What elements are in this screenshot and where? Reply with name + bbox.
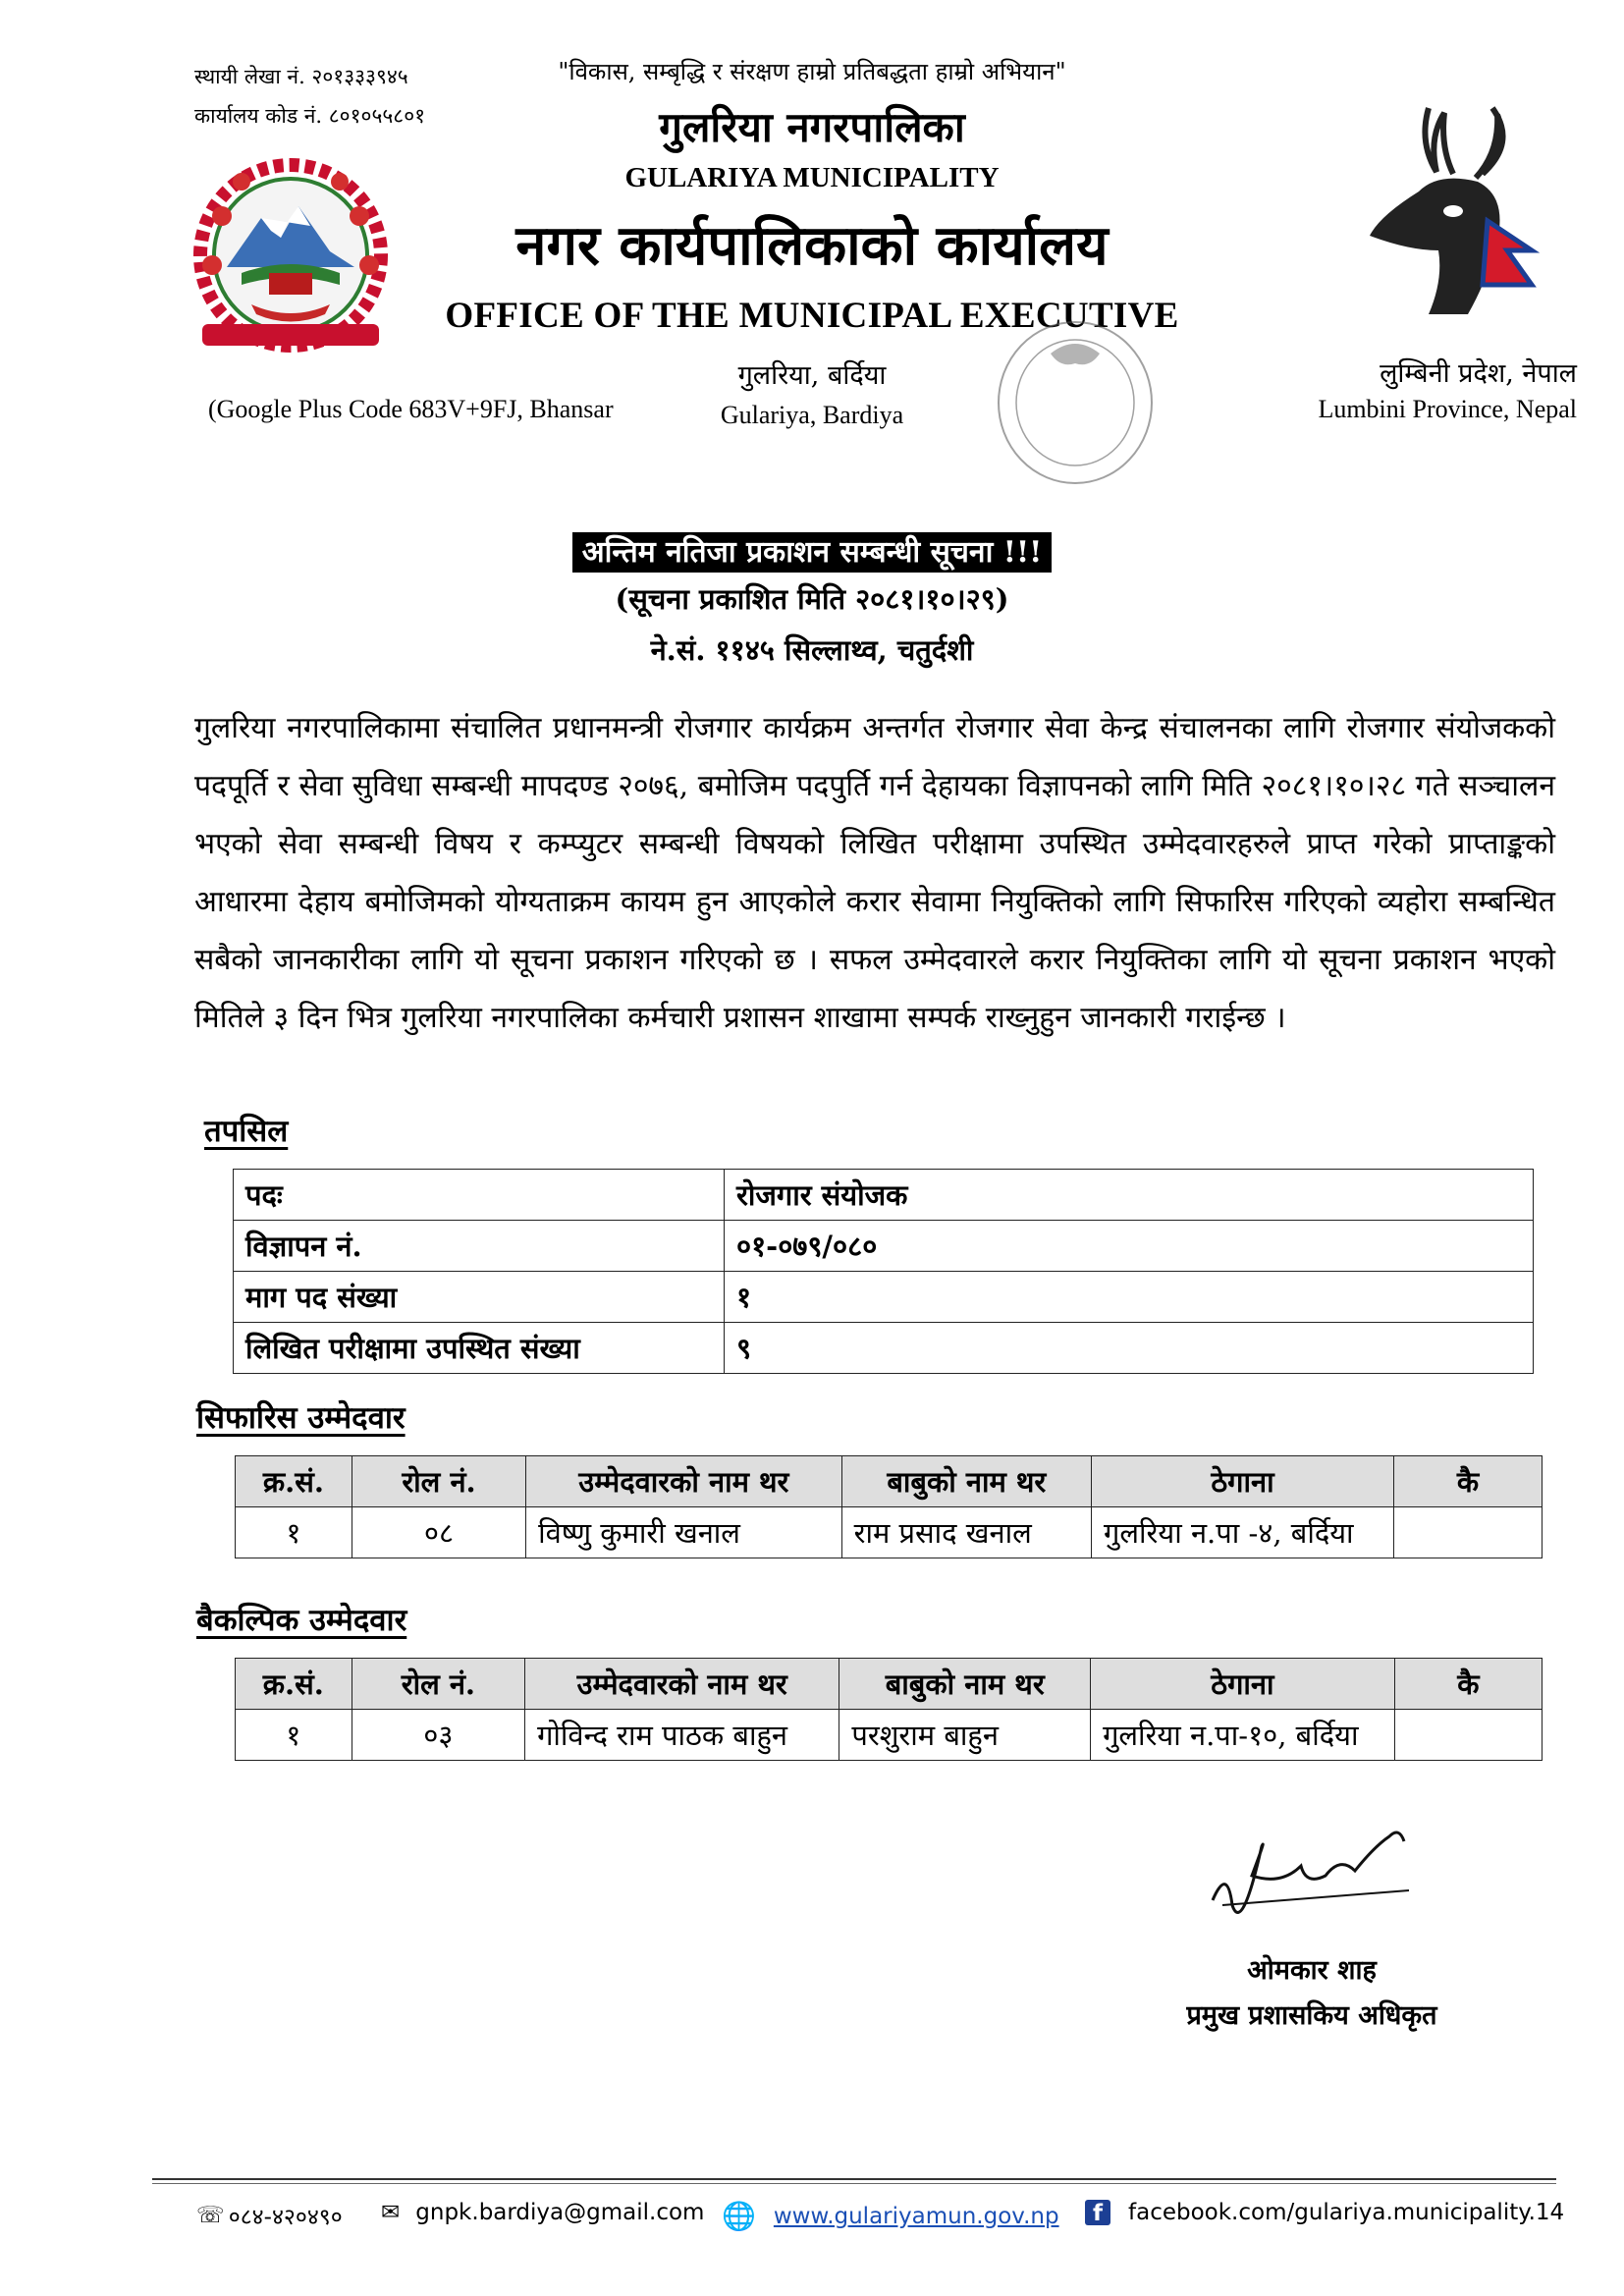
signature-mark	[1193, 1807, 1448, 1935]
cell-sn: १	[236, 1710, 352, 1761]
signatory-name: ओमकार शाह	[1247, 1955, 1377, 1986]
details-value: ९	[725, 1323, 1534, 1374]
notice-body: गुलरिया नगरपालिकामा संचालित प्रधानमन्त्री रोजगार कार्यक्रम अन्तर्गत रोजगार सेवा केन्द्र संचालनका लागि रोजगार संयोजकको पदपूर्ति र सेवा सुविधा सम्बन्धी मापदण्ड २०७६, बमोजिम पदपुर्ति गर्न देहायका विज्ञापनको लागि मिति २०८१।१०।२८ गते सञ्चालन भएको सेवा सम्बन्धी विषय र कम्प्युटर सम्बन्धी विषयको लिखित परीक्षामा उपस्थित उम्मेदवारहरुले प्राप्त गरेको प्राप्ताङ्कको आधारमा देहाय बमोजिमको योग्यताक्रम कायम हुन आएकोले करार सेवामा नियुक्तिको लागि सिफारिस गरिएको व्यहोरा सम्बन्धित सबैको जानकारीका लागि यो सूचना प्रकाशन गरिएको छ । सफल उम्मेदवारले करार नियुक्तिका लागि यो सूचना प्रकाशन भएको मितिले ३ दिन भित्र गुलरिया नगरपालिका कर्मचारी प्रशासन शाखामा सम्पर्क राख्नुहुन जानकारी गराईन्छ ।	[194, 711, 1555, 1035]
notice-nepal-sambat: ने.सं. ११४५ सिल्लाथ्व, चतुर्दशी	[650, 633, 974, 667]
details-heading: तपसिल	[204, 1114, 289, 1149]
notice-published-date: (सूचना प्रकाशित मिति २०८१।१०।२९)	[615, 582, 1009, 616]
cell-roll: ०३	[352, 1710, 524, 1761]
candidate-row	[236, 1507, 1543, 1558]
province-en: Lumbini Province, Nepal	[1318, 395, 1577, 423]
address-np: गुलरिया, बर्दिया	[737, 360, 887, 391]
column-header: रोल नं.	[352, 1659, 524, 1710]
facebook-icon: f	[1085, 2200, 1110, 2225]
column-header: बाबुको नाम थर	[839, 1659, 1091, 1710]
recommended-heading: सिफारिस उम्मेदवार	[196, 1400, 406, 1436]
cell-remarks	[1394, 1710, 1542, 1761]
details-value: रोजगार संयोजक	[725, 1170, 1534, 1221]
recommended-table	[235, 1455, 1543, 1558]
cell-name: विष्णु कुमारी खनाल	[526, 1507, 842, 1558]
pan-number: स्थायी लेखा नं. २०१३३३९४५	[194, 65, 408, 88]
address-en: Gulariya, Bardiya	[720, 401, 904, 429]
signatory-title: प्रमुख प्रशासकिय अधिकृत	[1186, 2000, 1437, 2031]
details-label: माग पद संख्या	[234, 1272, 725, 1323]
details-label: लिखित परीक्षामा उपस्थित संख्या	[234, 1323, 725, 1374]
column-header: क्र.सं.	[236, 1659, 352, 1710]
column-header: ठेगाना	[1091, 1659, 1395, 1710]
footer-rule-thin	[152, 2183, 1556, 2184]
municipality-name-np: गुलरिया नगरपालिका	[659, 103, 965, 151]
alternate-table	[235, 1658, 1543, 1761]
footer-rule	[152, 2178, 1556, 2180]
column-header: रोल नं.	[352, 1456, 525, 1507]
column-header: ठेगाना	[1092, 1456, 1394, 1507]
cell-father: राम प्रसाद खनाल	[841, 1507, 1091, 1558]
details-table	[233, 1169, 1534, 1374]
details-label: विज्ञापन नं.	[234, 1221, 725, 1272]
office-stamp	[992, 314, 1159, 491]
google-plus-code: (Google Plus Code 683V+9FJ, Bhansar	[208, 395, 614, 423]
details-row	[234, 1323, 1534, 1374]
footer-phone: ☏ ०८४-४२०४९०	[196, 2203, 343, 2230]
footer-email: ✉ gnpk.bardiya@gmail.com	[381, 2200, 705, 2225]
office-code: कार्यालय कोड नं. ८०१०५५८०१	[194, 104, 426, 128]
cell-address: गुलरिया न.पा -४, बर्दिया	[1092, 1507, 1394, 1558]
notice-title: अन्तिम नतिजा प्रकाशन सम्बन्धी सूचना !!!	[0, 530, 1624, 571]
cell-remarks	[1393, 1507, 1542, 1558]
column-header: कै	[1394, 1659, 1542, 1710]
column-header: कै	[1393, 1456, 1542, 1507]
cell-father: परशुराम बाहुन	[839, 1710, 1091, 1761]
cell-address: गुलरिया न.पा-१०, बर्दिया	[1091, 1710, 1395, 1761]
globe-icon: 🌐	[722, 2200, 756, 2232]
candidate-row	[236, 1710, 1543, 1761]
office-name-np: नगर कार्यपालिकाको कार्यालय	[515, 213, 1109, 278]
column-header: बाबुको नाम थर	[841, 1456, 1091, 1507]
column-header: क्र.सं.	[236, 1456, 352, 1507]
column-header: उम्मेदवारको नाम थर	[526, 1456, 842, 1507]
office-name-en: OFFICE OF THE MUNICIPAL EXECUTIVE	[445, 296, 1179, 336]
province-np: लुम्बिनी प्रदेश, नेपाल	[1380, 358, 1577, 389]
details-row	[234, 1170, 1534, 1221]
cell-name: गोविन्द राम पाठक बाहुन	[525, 1710, 839, 1761]
mail-icon: ✉	[381, 2200, 401, 2225]
details-value: १	[725, 1272, 1534, 1323]
cell-roll: ०८	[352, 1507, 525, 1558]
phone-icon: ☏	[196, 2203, 225, 2228]
details-value: ०१-०७९/०८०	[725, 1221, 1534, 1272]
cell-sn: १	[236, 1507, 352, 1558]
details-row	[234, 1221, 1534, 1272]
footer-facebook: f facebook.com/gulariya.municipality.14	[1085, 2200, 1564, 2225]
alternate-heading: बैकल्पिक उम्मेदवार	[196, 1603, 407, 1638]
details-label: पदः	[234, 1170, 725, 1221]
footer-website: 🌐 www.gulariyamun.gov.np	[722, 2200, 1059, 2232]
details-row	[234, 1272, 1534, 1323]
blackbuck-logo-icon	[1360, 103, 1546, 329]
motto: "विकास, सम्बृद्धि र संरक्षण हाम्रो प्रतिबद्धता हाम्रो अभियान"	[558, 58, 1066, 85]
municipality-name-en: GULARIYA MUNICIPALITY	[624, 162, 1000, 193]
column-header: उम्मेदवारको नाम थर	[525, 1659, 839, 1710]
